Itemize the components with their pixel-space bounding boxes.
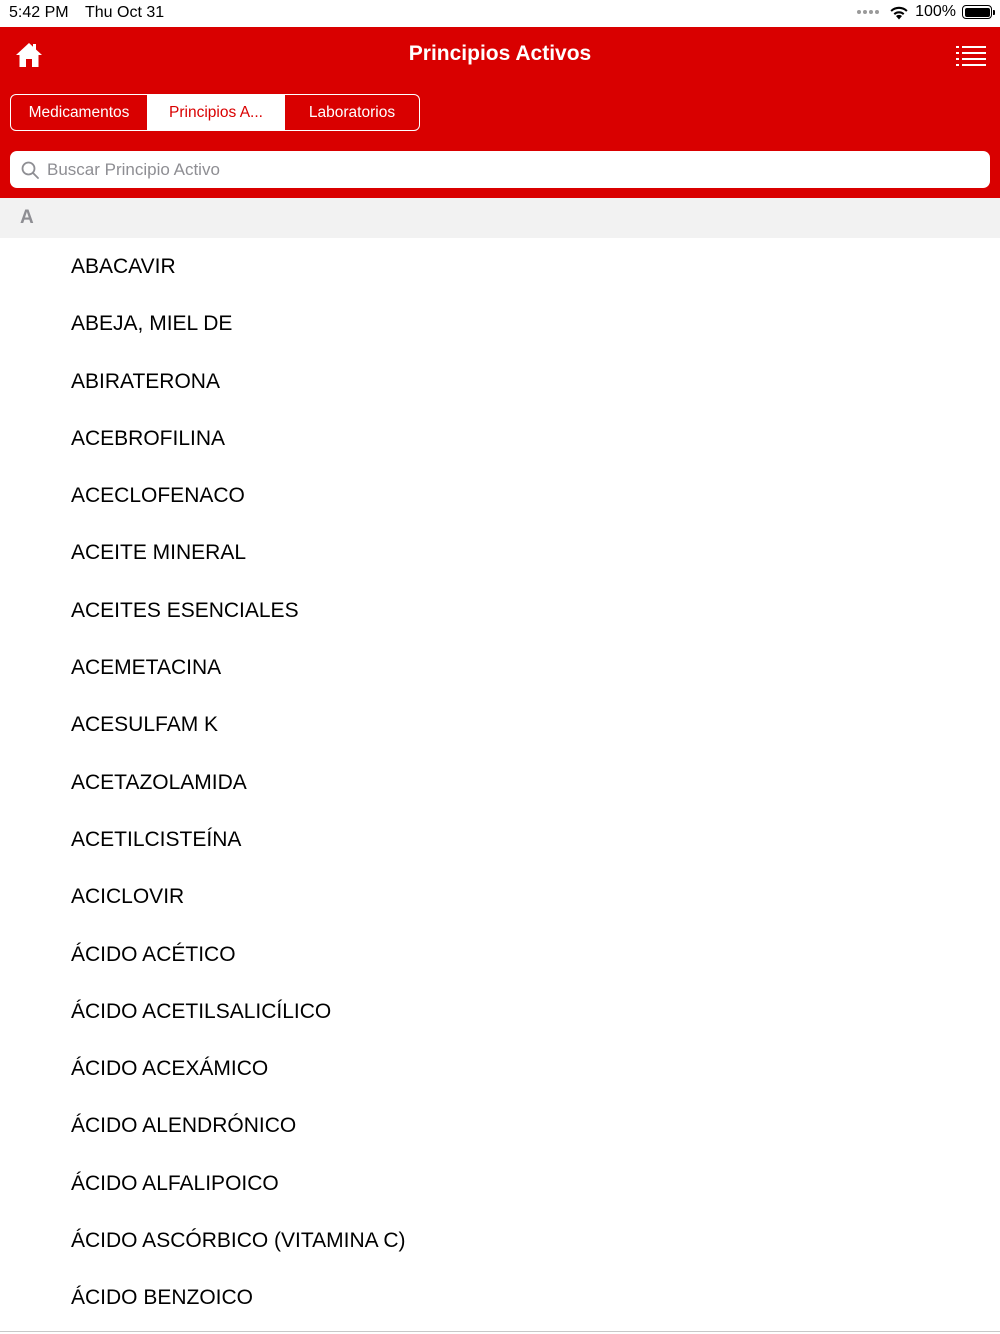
page-title: Principios Activos <box>408 42 592 65</box>
list-item[interactable] <box>0 926 1000 983</box>
list-item[interactable] <box>0 410 1000 467</box>
status-indicators <box>857 3 992 21</box>
menu-button[interactable] <box>956 43 986 67</box>
list-item[interactable] <box>0 1212 1000 1269</box>
list-item[interactable] <box>0 811 1000 868</box>
list-item-label: ACESULFAM K <box>71 713 219 737</box>
section-letter: A <box>20 207 34 228</box>
search-input[interactable] <box>47 151 980 188</box>
list-item[interactable] <box>0 754 1000 811</box>
list-item[interactable] <box>0 524 1000 581</box>
search-bar <box>10 151 990 188</box>
list-item[interactable] <box>0 1040 1000 1097</box>
list-item-label: ABEJA, MIEL DE <box>71 312 233 336</box>
list-item[interactable] <box>0 582 1000 639</box>
list-item-label: ACEBROFILINA <box>71 426 226 450</box>
principios-list <box>0 238 1000 1327</box>
list-item[interactable] <box>0 639 1000 696</box>
list-item-label: ÁCIDO ACETILSALICÍLICO <box>71 999 332 1023</box>
tab-principios-activos[interactable]: Principios A... <box>147 95 284 130</box>
segmented-control <box>10 94 420 131</box>
search-icon <box>21 161 39 179</box>
list-item-label: ÁCIDO ALENDRÓNICO <box>71 1114 297 1138</box>
cellular-signal-icon <box>857 10 879 14</box>
tab-medicamentos[interactable]: Medicamentos <box>28 104 130 121</box>
status-bar <box>0 0 1000 27</box>
battery-icon <box>962 5 992 19</box>
list-item[interactable] <box>0 1269 1000 1326</box>
list-item[interactable] <box>0 238 1000 295</box>
list-item-label: ABIRATERONA <box>71 369 220 393</box>
wifi-icon <box>889 5 909 20</box>
list-item-label: ACETAZOLAMIDA <box>71 770 247 794</box>
list-item-label: ÁCIDO ACEXÁMICO <box>71 1057 269 1081</box>
list-item[interactable] <box>0 983 1000 1040</box>
list-item-label: ÁCIDO ASCÓRBICO (VITAMINA C) <box>71 1229 406 1253</box>
list-menu-icon <box>956 43 986 67</box>
status-date: Thu Oct 31 <box>85 4 165 21</box>
list-item-label: ACETILCISTEÍNA <box>71 827 242 851</box>
list-item-label: ACEMETACINA <box>71 656 222 680</box>
tab-laboratorios[interactable]: Laboratorios <box>284 95 419 130</box>
list-item[interactable] <box>0 1155 1000 1212</box>
list-item-label: ACEITE MINERAL <box>71 541 247 565</box>
list-item-label: ÁCIDO ACÉTICO <box>71 942 236 966</box>
list-item-label: ACICLOVIR <box>71 885 185 909</box>
bottom-divider <box>0 1331 1000 1332</box>
list-item-label: ÁCIDO ALFALIPOICO <box>71 1171 279 1195</box>
list-item-label: ACEITES ESENCIALES <box>71 598 299 622</box>
list-item[interactable] <box>0 1097 1000 1154</box>
list-item[interactable] <box>0 295 1000 352</box>
list-item[interactable] <box>0 467 1000 524</box>
list-item-label: ÁCIDO BENZOICO <box>71 1286 254 1310</box>
list-item-label: ACECLOFENACO <box>71 484 245 508</box>
list-item[interactable] <box>0 696 1000 753</box>
battery-percent: 100% <box>915 3 956 20</box>
section-header <box>0 198 1000 238</box>
header <box>0 27 1000 198</box>
list-item[interactable] <box>0 868 1000 925</box>
list-item[interactable] <box>0 353 1000 410</box>
status-time: 5:42 PM <box>9 4 69 21</box>
list-item-label: ABACAVIR <box>71 255 176 278</box>
